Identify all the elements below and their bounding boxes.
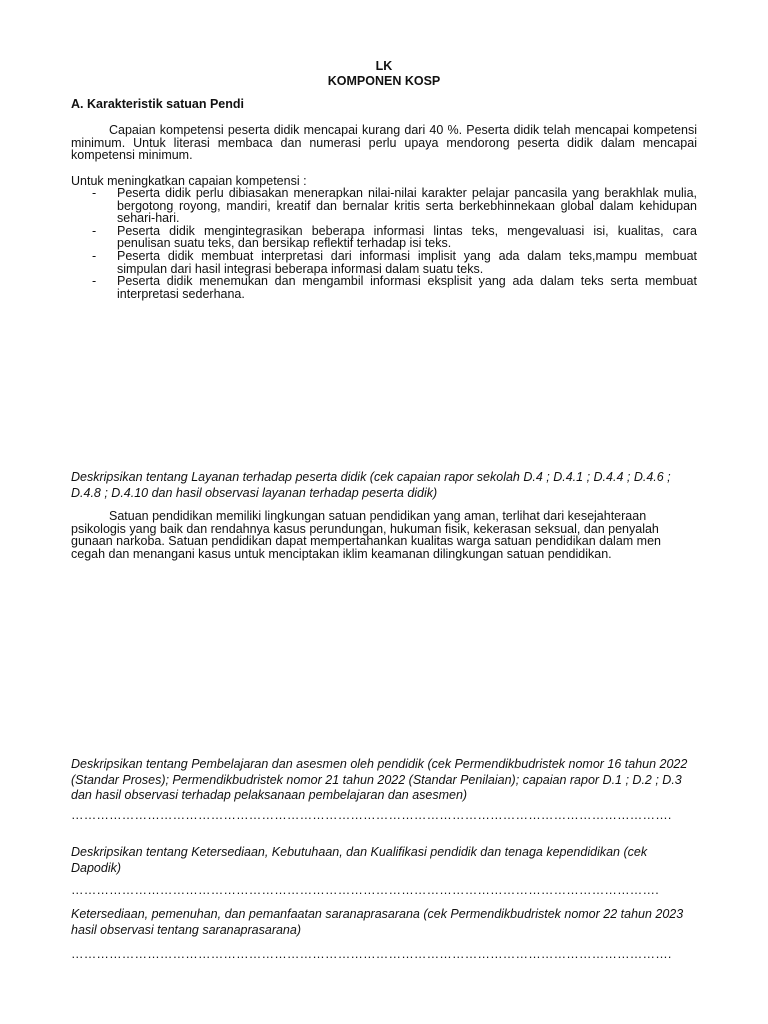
list-item-text: Peserta didik perlu dibiasakan menerapkan nilai-nilai karakter pelajar pancasila yang berakhlak mulia, bergotong royong, mandiri, kreatif dan bernalar kritis serta berkebhinnekaan global dalam kehidupan sehari-hari. [117, 186, 697, 226]
list-item [71, 225, 697, 250]
bullet-marker: - [92, 274, 97, 289]
list-item [71, 275, 697, 300]
ketersediaan-answer-blank[interactable]: …………………………………………………………………………………………………………………………. [71, 883, 659, 897]
bullet-marker: - [92, 248, 97, 263]
list-item [71, 250, 697, 275]
doc-title-lk: LK [375, 59, 393, 73]
doc-title-komponen: KOMPONEN KOSP [327, 74, 441, 88]
layanan-prompt: Deskripsikan tentang Layanan terhadap peserta didik (cek capaian rapor sekolah D.4 ; D.4.1 ; D.4.4 ; D.4.6 ; D.4.8 ; D.4.10 dan hasil observasi layanan terhadap peserta didik) [71, 470, 671, 500]
list-item-text: Peserta didik membuat interpretasi dari informasi implisit yang ada dalam teks,mampu membuat simpulan dari hasil integrasi beberapa informasi dalam suatu teks. [117, 248, 697, 276]
sarpras-prompt: Ketersediaan, pemenuhan, dan pemanfaatan saranaprasarana (cek Permendikbudristek nomor 22 tahun 2023 hasil observasi tentang saranaprasarana) [71, 907, 684, 937]
list-item [71, 187, 697, 225]
sarpras-answer-blank[interactable]: ……………………………………………………………………………………………………………………………. [71, 947, 672, 961]
ketersediaan-prompt: Deskripsikan tentang Ketersediaan, Kebutuhaan, dan Kualifikasi pendidik dan tenaga kependidikan (cek Dapodik) [71, 845, 648, 875]
bullet-list [71, 187, 697, 300]
bullet-marker: - [92, 223, 97, 238]
section-a-paragraph: Capaian kompetensi peserta didik mencapai kurang dari 40 %. Peserta didik telah mencapai kompetensi minimum. Untuk literasi membaca dan numerasi perlu upaya mendorong peserta didik dalam mencapai kompetensi minimum. [71, 123, 697, 163]
list-item-text: Peserta didik mengintegrasikan beberapa informasi lintas teks, mengevaluasi isi, kualitas, cara penulisan suatu teks, dan bersikap reflektif terhadap isi teks. [117, 223, 697, 251]
section-a-heading: A. Karakteristik satuan Pendi [71, 97, 244, 111]
doc-header [71, 59, 697, 89]
list-intro: Untuk meningkatkan capaian kompetensi : [71, 174, 307, 188]
list-item-text: Peserta didik menemukan dan mengambil informasi eksplisit yang ada dalam teks serta membuat interpretasi sederhana. [117, 274, 697, 301]
pembelajaran-answer-blank[interactable]: ……………………………………………………………………………………………………………………………. [71, 808, 672, 822]
bullet-marker: - [92, 186, 97, 200]
layanan-answer: Satuan pendidikan memiliki lingkungan satuan pendidikan yang aman, terlihat dari kesejahteraan psikologis yang baik dan rendahnya kasus perundungan, hukuman fisik, kekerasan seksual, dan penyalah gunaan narkoba. Satuan pendidikan dapat mempertahankan kualitas warga satuan pendidikan dalam men cegah dan menangani kasus untuk menciptakan iklim keamanan dilingkungan satuan pendidikan. [71, 509, 661, 561]
pembelajaran-prompt: Deskripsikan tentang Pembelajaran dan asesmen oleh pendidik (cek Permendikbudristek nomor 16 tahun 2022 (Standar Proses); Permendikbudristek nomor 21 tahun 2022 (Standar Penilaian); capaian rapor D.1 ; D.2 ; D.3 dan hasil observasi terhadap pelaksanaan pembelajaran dan asesmen) [71, 757, 688, 802]
